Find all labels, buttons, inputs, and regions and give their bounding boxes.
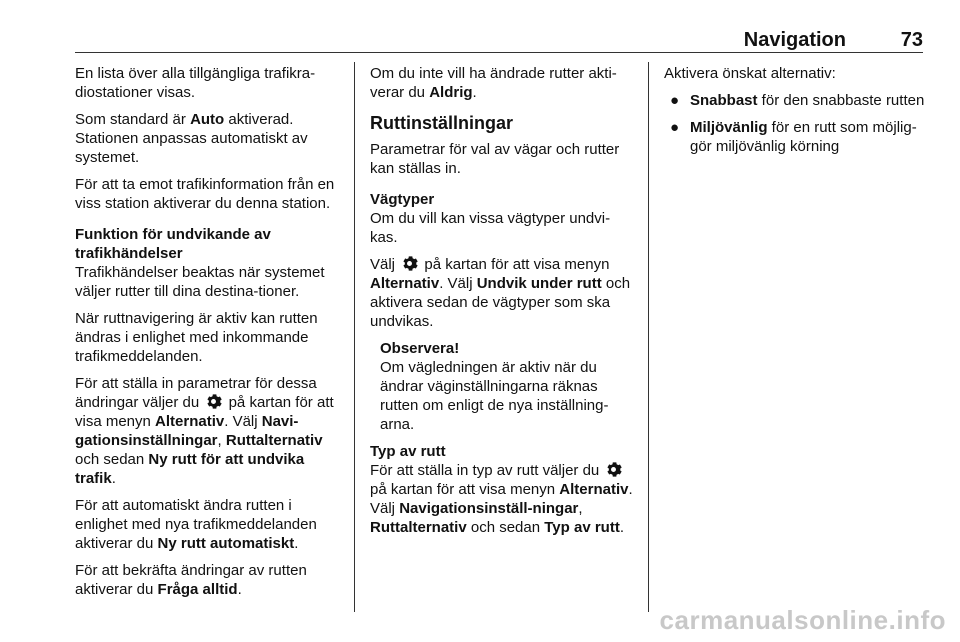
text: .: [237, 581, 242, 598]
text: för en rutt som möjlig-gör miljövänlig körning: [690, 119, 917, 155]
menu-term: Alternativ: [370, 275, 440, 292]
list-item: [664, 91, 926, 110]
page-number: 73: [900, 29, 923, 51]
section-heading: Funktion för undvikande av trafikhändelser: [75, 226, 271, 262]
text: .: [111, 470, 116, 487]
text: på kartan för att visa menyn: [370, 481, 560, 498]
paragraph: [370, 255, 635, 331]
column-left: [75, 64, 345, 607]
paragraph: [370, 461, 635, 537]
menu-term: Navigationsinställ-ningar: [399, 500, 579, 517]
paragraph: Trafikhändelser beaktas när systemet väljer rutter till dina destina-tioner.: [75, 264, 325, 300]
paragraph: [75, 561, 345, 599]
text: Som standard är: [75, 111, 191, 128]
paragraph: En lista över alla tillgängliga trafikra-diostationer visas.: [75, 65, 316, 101]
gear-icon: [205, 393, 222, 410]
paragraph: [75, 496, 345, 553]
note-title: Observera!: [380, 340, 460, 357]
menu-term: Ruttalternativ: [225, 432, 323, 449]
menu-term: Ny rutt för att undvika trafik: [75, 451, 305, 487]
note-text: Om vägledningen är aktiv när du ändrar väginställningarna räknas rutten om enligt de nya inställning-arna.: [380, 359, 609, 433]
text: . Välj: [439, 275, 477, 292]
text: .: [619, 519, 624, 536]
option-list: [664, 91, 926, 156]
bullet-icon: ●: [670, 92, 680, 109]
text: ,: [578, 500, 583, 517]
page-title: Navigation: [743, 29, 846, 51]
subsection-heading: Typ av rutt: [370, 443, 446, 460]
text: . Välj: [224, 413, 262, 430]
column-divider: [648, 62, 649, 612]
paragraph: När ruttnavigering är aktiv kan rutten ändras i enlighet med inkommande trafikmeddelanden.: [75, 310, 318, 365]
watermark: carmanualsonline.info: [659, 605, 946, 635]
text: För att ställa in parametrar för dessa ändringar väljer du: [75, 375, 317, 411]
paragraph: [370, 64, 635, 102]
menu-term: Auto: [190, 111, 225, 128]
menu-term: Navi-gationsinställningar: [75, 413, 299, 449]
section-heading: Ruttinställningar: [370, 113, 513, 133]
menu-term: Snabbast: [690, 92, 758, 109]
text: För att automatiskt ändra rutten i enlighet med nya trafikmeddelanden aktiverar du: [75, 497, 317, 552]
text: på kartan för att visa menyn: [75, 394, 334, 430]
text: Om du inte vill ha ändrade rutter akti-verar du: [370, 65, 617, 101]
paragraph: [75, 110, 345, 167]
page-header: [75, 28, 923, 53]
paragraph: Aktivera önskat alternativ:: [664, 65, 836, 82]
text: .: [294, 535, 299, 552]
menu-term: Undvik under rutt: [476, 275, 602, 292]
text: för den snabbaste rutten: [757, 92, 925, 109]
menu-term: Fråga alltid: [157, 581, 238, 598]
menu-term: Ruttalternativ: [370, 519, 467, 536]
text: aktiverad. Stationen anpassas automatiskt av systemet.: [75, 111, 308, 166]
list-item: [664, 118, 926, 156]
text: Välj: [370, 256, 400, 273]
text: på kartan för att visa menyn: [420, 256, 610, 273]
text: . Välj: [370, 481, 633, 517]
menu-term: Alternativ: [155, 413, 225, 430]
column-divider: [354, 62, 355, 612]
text: För att bekräfta ändringar av rutten aktiverar du: [75, 562, 307, 598]
menu-term: Aldrig: [429, 84, 473, 101]
column-right: [664, 64, 926, 164]
gear-icon: [605, 461, 622, 478]
text: och aktivera sedan de vägtyper som ska undvikas.: [370, 275, 631, 330]
note-box: [380, 339, 635, 434]
text: ,: [217, 432, 226, 449]
subsection-heading: Vägtyper: [370, 191, 435, 208]
text: För att ställa in typ av rutt väljer du: [370, 462, 604, 479]
bullet-icon: ●: [670, 119, 680, 136]
menu-term: Typ av rutt: [544, 519, 620, 536]
column-middle: [370, 64, 635, 545]
menu-term: Alternativ: [559, 481, 629, 498]
text: .: [472, 84, 477, 101]
menu-term: Ny rutt automatiskt: [157, 535, 295, 552]
paragraph: Om du vill kan vissa vägtyper undvi-kas.: [370, 210, 611, 246]
paragraph: [75, 374, 345, 488]
text: och sedan: [466, 519, 545, 536]
menu-term: Miljövänlig: [690, 119, 768, 136]
text: och sedan: [75, 451, 149, 468]
paragraph: Parametrar för val av vägar och rutter kan ställas in.: [370, 141, 620, 177]
paragraph: För att ta emot trafikinformation från en viss station aktiverar du denna station.: [75, 176, 335, 212]
gear-icon: [401, 255, 418, 272]
